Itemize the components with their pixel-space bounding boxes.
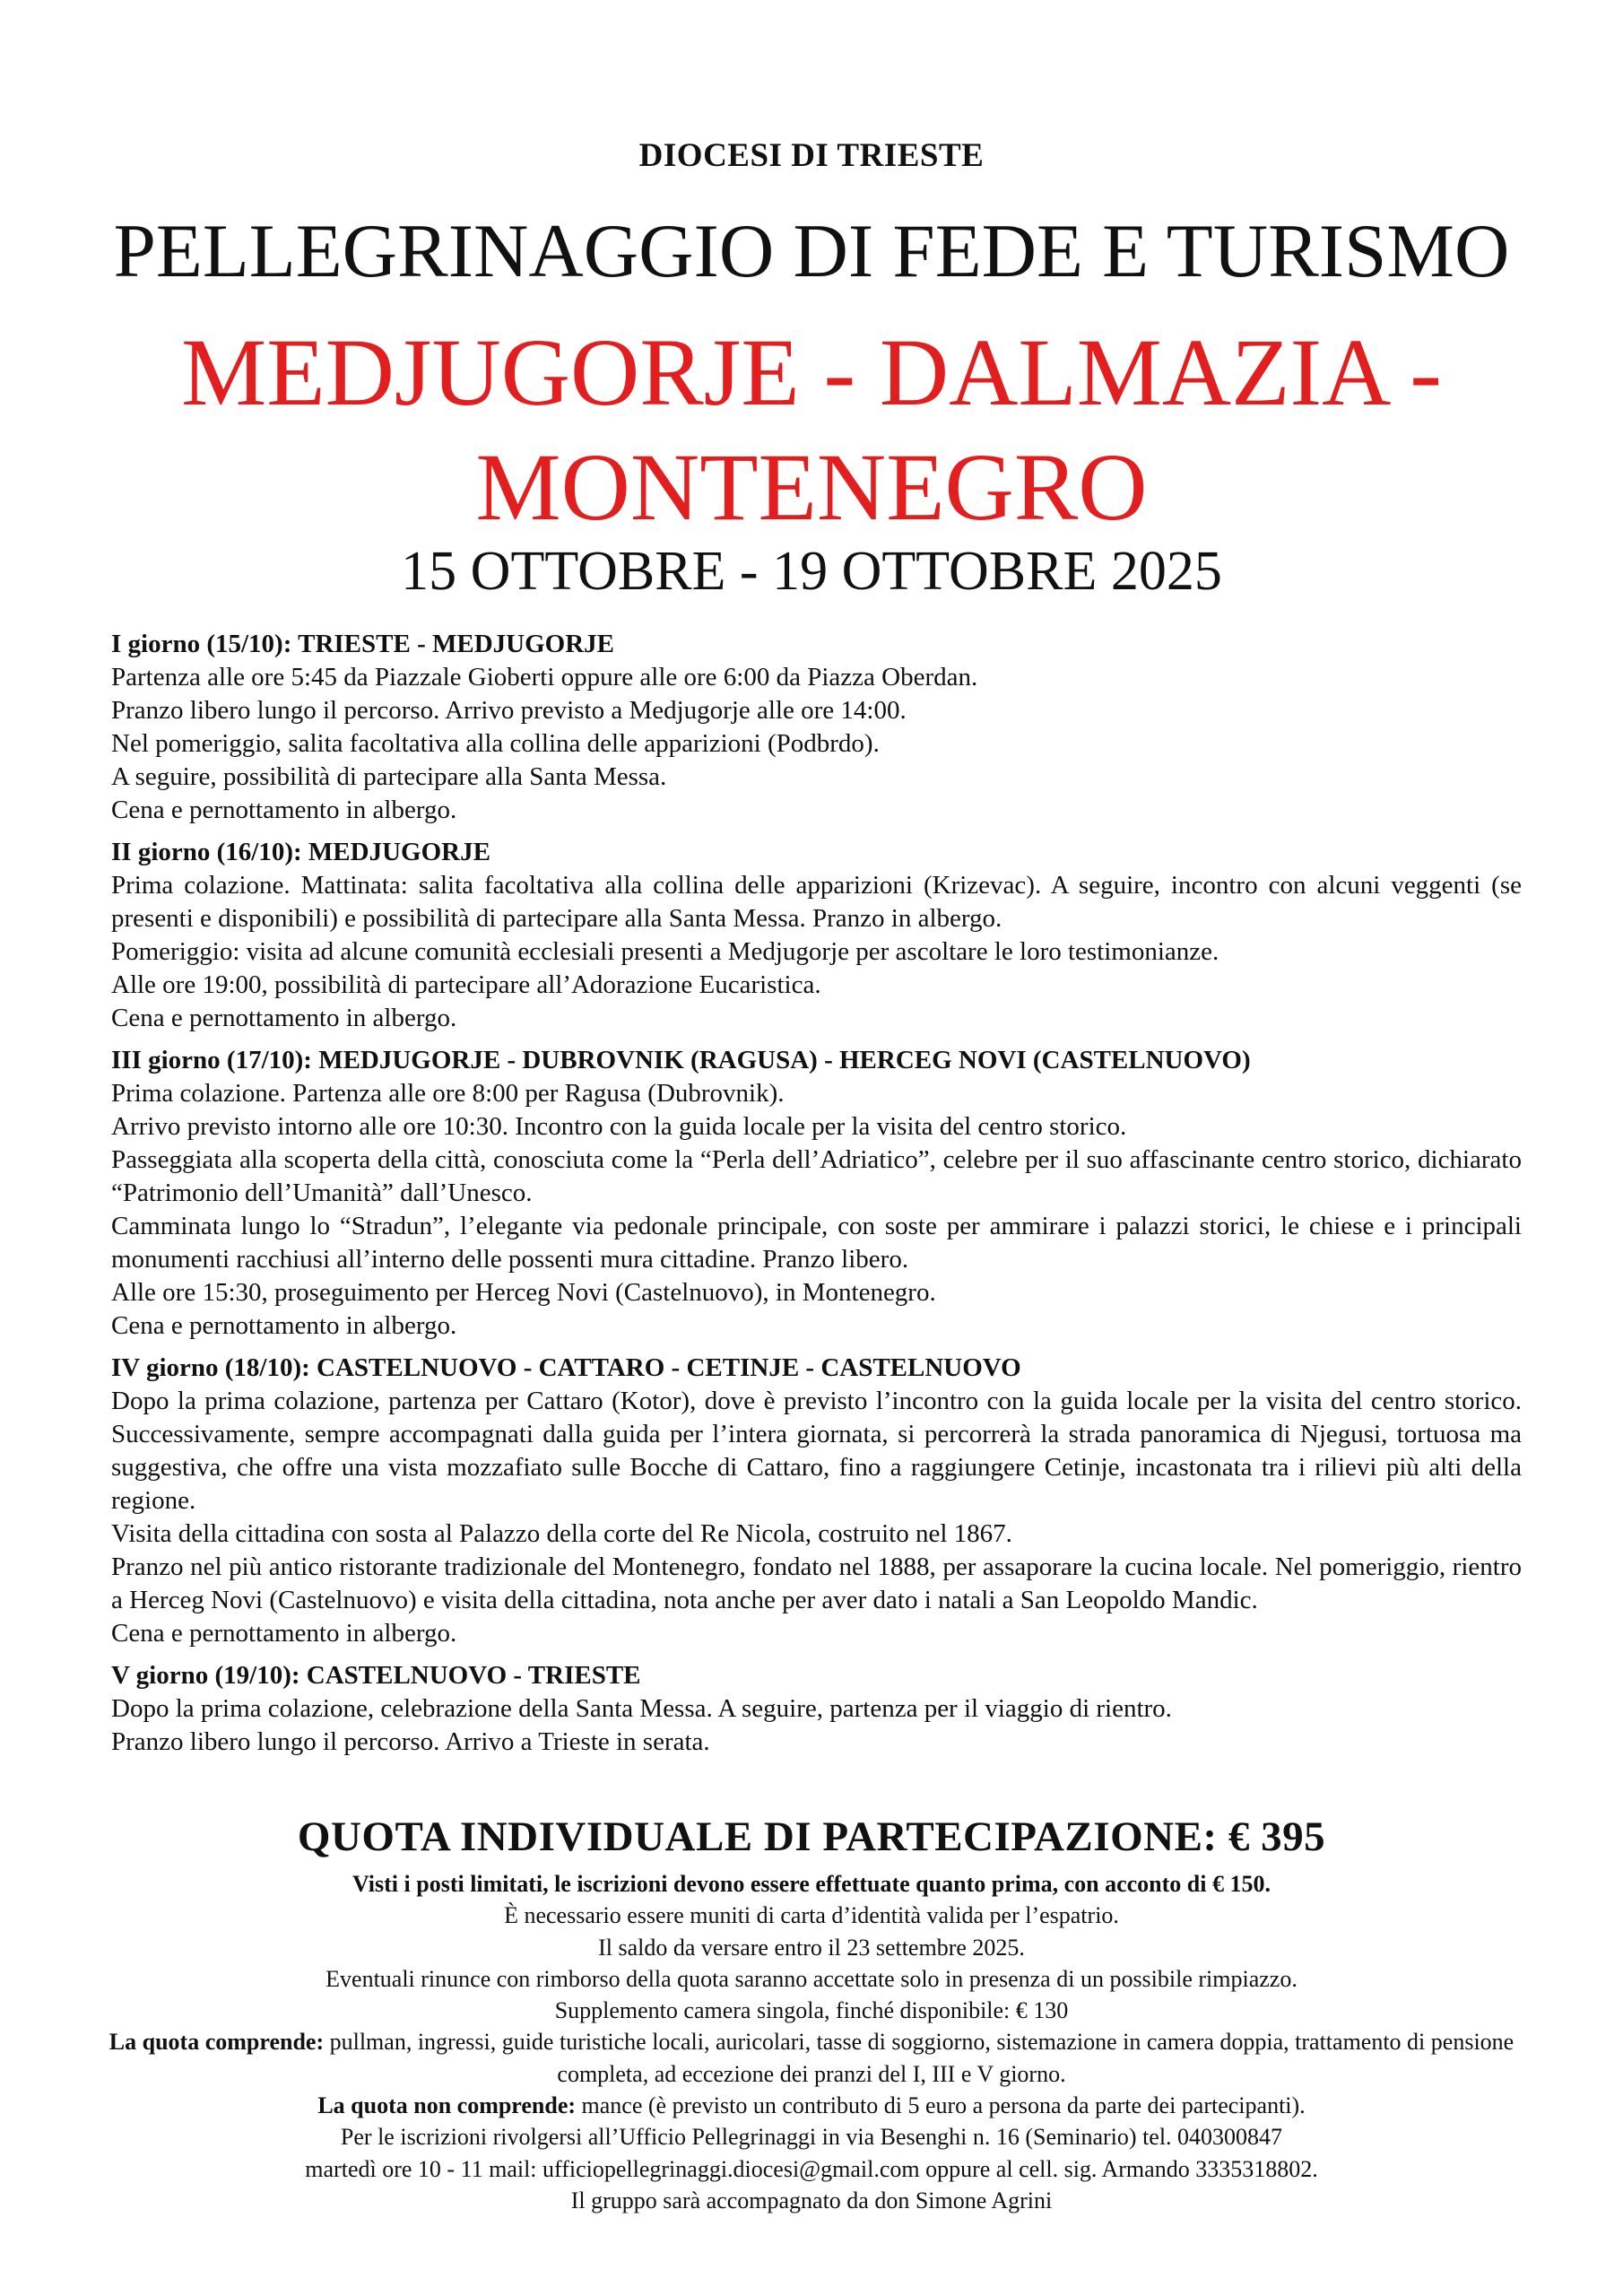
day-block: [111, 1659, 1522, 1759]
day-text-line: Partenza alle ore 5:45 da Piazzale Gioberti oppure alle ore 6:00 da Piazza Oberdan.: [111, 663, 978, 691]
organization-name: DIOCESI DI TRIESTE: [638, 137, 985, 174]
contact-line-2: martedì ore 10 - 11 mail: ufficiopellegrinaggi.diocesi@gmail.com oppure al cell. sig. Armando 3335318802.: [305, 2155, 1318, 2182]
contact-line-1: Per le iscrizioni rivolgersi all’Ufficio Pellegrinaggi in via Besenghi n. 16 (Seminario) tel. 040300847: [340, 2124, 1283, 2151]
day-text-line: Pranzo libero lungo il percorso. Arrivo previsto a Medjugorje alle ore 14:00.: [111, 696, 907, 725]
day-text-line: Camminata lungo lo “Stradun”, l’elegante via pedonale principale, con soste per ammirare i palazzi storici, le chiese e i principali monumenti racchiusi all’interno delle possenti mura cittadine. Pranzo libero.: [111, 1212, 1522, 1274]
day-text-line: Prima colazione. Mattinata: salita facoltativa alla collina delle apparizioni (Krizevac). A seguire, incontro con alcuni veggenti (se presenti e disponibili) e possibilità di partecipare alla Santa Messa. Pranzo in albergo.: [111, 871, 1522, 933]
id-note: È necessario essere muniti di carta d’identità valida per l’espatrio.: [504, 1902, 1119, 1929]
excludes-label: La quota non comprende:: [317, 2092, 577, 2119]
day-text-line: Pranzo nel più antico ristorante tradizionale del Montenegro, fondato nel 1888, per assaporare la cucina locale. Nel pomeriggio, rientro a Herceg Novi (Castelnuovo) e visita della cittadina, nota anche per aver dato i natali a San Leopoldo Mandic.: [111, 1552, 1522, 1614]
guide-line: Il gruppo sarà accompagnato da don Simone Agrini: [570, 2187, 1053, 2213]
day-title: II giorno (16/10): MEDJUGORJE: [111, 838, 490, 866]
day-text-line: Dopo la prima colazione, celebrazione della Santa Messa. A seguire, partenza per il viaggio di rientro.: [111, 1694, 1172, 1723]
day-text-line: Nel pomeriggio, salita facoltativa alla collina delle apparizioni (Podbrdo).: [111, 729, 880, 758]
day-text-line: Alle ore 15:30, proseguimento per Herceg Novi (Castelnuovo), in Montenegro.: [111, 1278, 936, 1307]
destination-heading: [0, 316, 1623, 545]
day-text-line: Arrivo previsto intorno alle ore 10:30. Incontro con la guida locale per la visita del centro storico.: [111, 1112, 1127, 1141]
day-text-line: Alle ore 19:00, possibilità di partecipare all’Adorazione Eucaristica.: [111, 970, 821, 999]
price-heading: QUOTA INDIVIDUALE DI PARTECIPAZIONE: € 395: [297, 1813, 1326, 1860]
itinerary: [111, 628, 1522, 1768]
day-title: V giorno (19/10): CASTELNUOVO - TRIESTE: [111, 1661, 641, 1690]
balance-note: Il saldo da versare entro il 23 settembre 2025.: [598, 1934, 1025, 1961]
day-title: III giorno (17/10): MEDJUGORJE - DUBROVNIK (RAGUSA) - HERCEG NOVI (CASTELNUOVO): [111, 1046, 1251, 1074]
day-title: IV giorno (18/10): CASTELNUOVO - CATTARO - CETINJE - CASTELNUOVO: [111, 1353, 1021, 1382]
day-text-line: Pomeriggio: visita ad alcune comunità ecclesiali presenti a Medjugorje per ascoltare le loro testimonianze.: [111, 937, 1219, 966]
day-block: [111, 836, 1522, 1035]
booking-info: [108, 1868, 1515, 2216]
pilgrimage-title: PELLEGRINAGGIO DI FEDE E TURISMO: [113, 209, 1510, 293]
excludes-text: mance (è previsto un contributo di 5 euro a persona da parte dei partecipanti).: [576, 2092, 1306, 2119]
day-text-line: Cena e pernottamento in albergo.: [111, 796, 457, 824]
day-text-line: Pranzo libero lungo il percorso. Arrivo a Trieste in serata.: [111, 1727, 710, 1756]
includes-label: La quota comprende:: [108, 2029, 325, 2056]
day-text-line: Prima colazione. Partenza alle ore 8:00 per Ragusa (Dubrovnik).: [111, 1079, 785, 1108]
day-text-line: Visita della cittadina con sosta al Palazzo della corte del Re Nicola, costruito nel 1867.: [111, 1519, 1012, 1548]
day-text-line: Cena e pernottamento in albergo.: [111, 1619, 457, 1648]
single-supplement: Supplemento camera singola, finché disponibile: € 130: [554, 1997, 1069, 2024]
includes-text: pullman, ingressi, guide turistiche locali, auricolari, tasse di soggiorno, sistemazione in camera doppia, trattamento di pensione completa, ad eccezione dei pranzi del I, III e V giorno.: [324, 2029, 1515, 2087]
day-title: I giorno (15/10): TRIESTE - MEDJUGORJE: [111, 630, 614, 658]
day-block: [111, 1044, 1522, 1343]
day-text-line: Cena e pernottamento in albergo.: [111, 1004, 457, 1032]
trip-dates: 15 OTTOBRE - 19 OTTOBRE 2025: [401, 541, 1222, 602]
day-block: [111, 1352, 1522, 1650]
booking-note: Visti i posti limitati, le iscrizioni devono essere effettuate quanto prima, con acconto di € 150.: [352, 1871, 1271, 1897]
refund-note: Eventuali rinunce con rimborso della quota saranno accettate solo in presenza di un possibile rimpiazzo.: [325, 1965, 1298, 1992]
day-text-line: Passeggiata alla scoperta della città, conosciuta come la “Perla dell’Adriatico”, celebre per il suo affascinante centro storico, dichiarato “Patrimonio dell’Umanità” dall’Unesco.: [111, 1145, 1522, 1207]
destination-line-2: MONTENEGRO: [475, 435, 1148, 541]
destination-line-1: MEDJUGORJE - DALMAZIA -: [181, 320, 1442, 426]
day-text-line: Dopo la prima colazione, partenza per Cattaro (Kotor), dove è previsto l’incontro con la guida locale per la visita del centro storico. Successivamente, sempre accompagnati dalla guida per l’intera giornata, si percorrerà la strada panoramica di Njegusi, tortuosa ma suggestiva, che offre una vista mozzafiato sulle Bocche di Cattaro, fino a raggiungere Cetinje, incastonata tra i rilievi più alti della regione.: [111, 1387, 1522, 1515]
includes-note: [108, 2026, 1515, 2090]
day-text-line: Cena e pernottamento in albergo.: [111, 1311, 457, 1340]
day-block: [111, 628, 1522, 827]
excludes-note: [108, 2090, 1515, 2121]
day-text-line: A seguire, possibilità di partecipare alla Santa Messa.: [111, 762, 667, 791]
